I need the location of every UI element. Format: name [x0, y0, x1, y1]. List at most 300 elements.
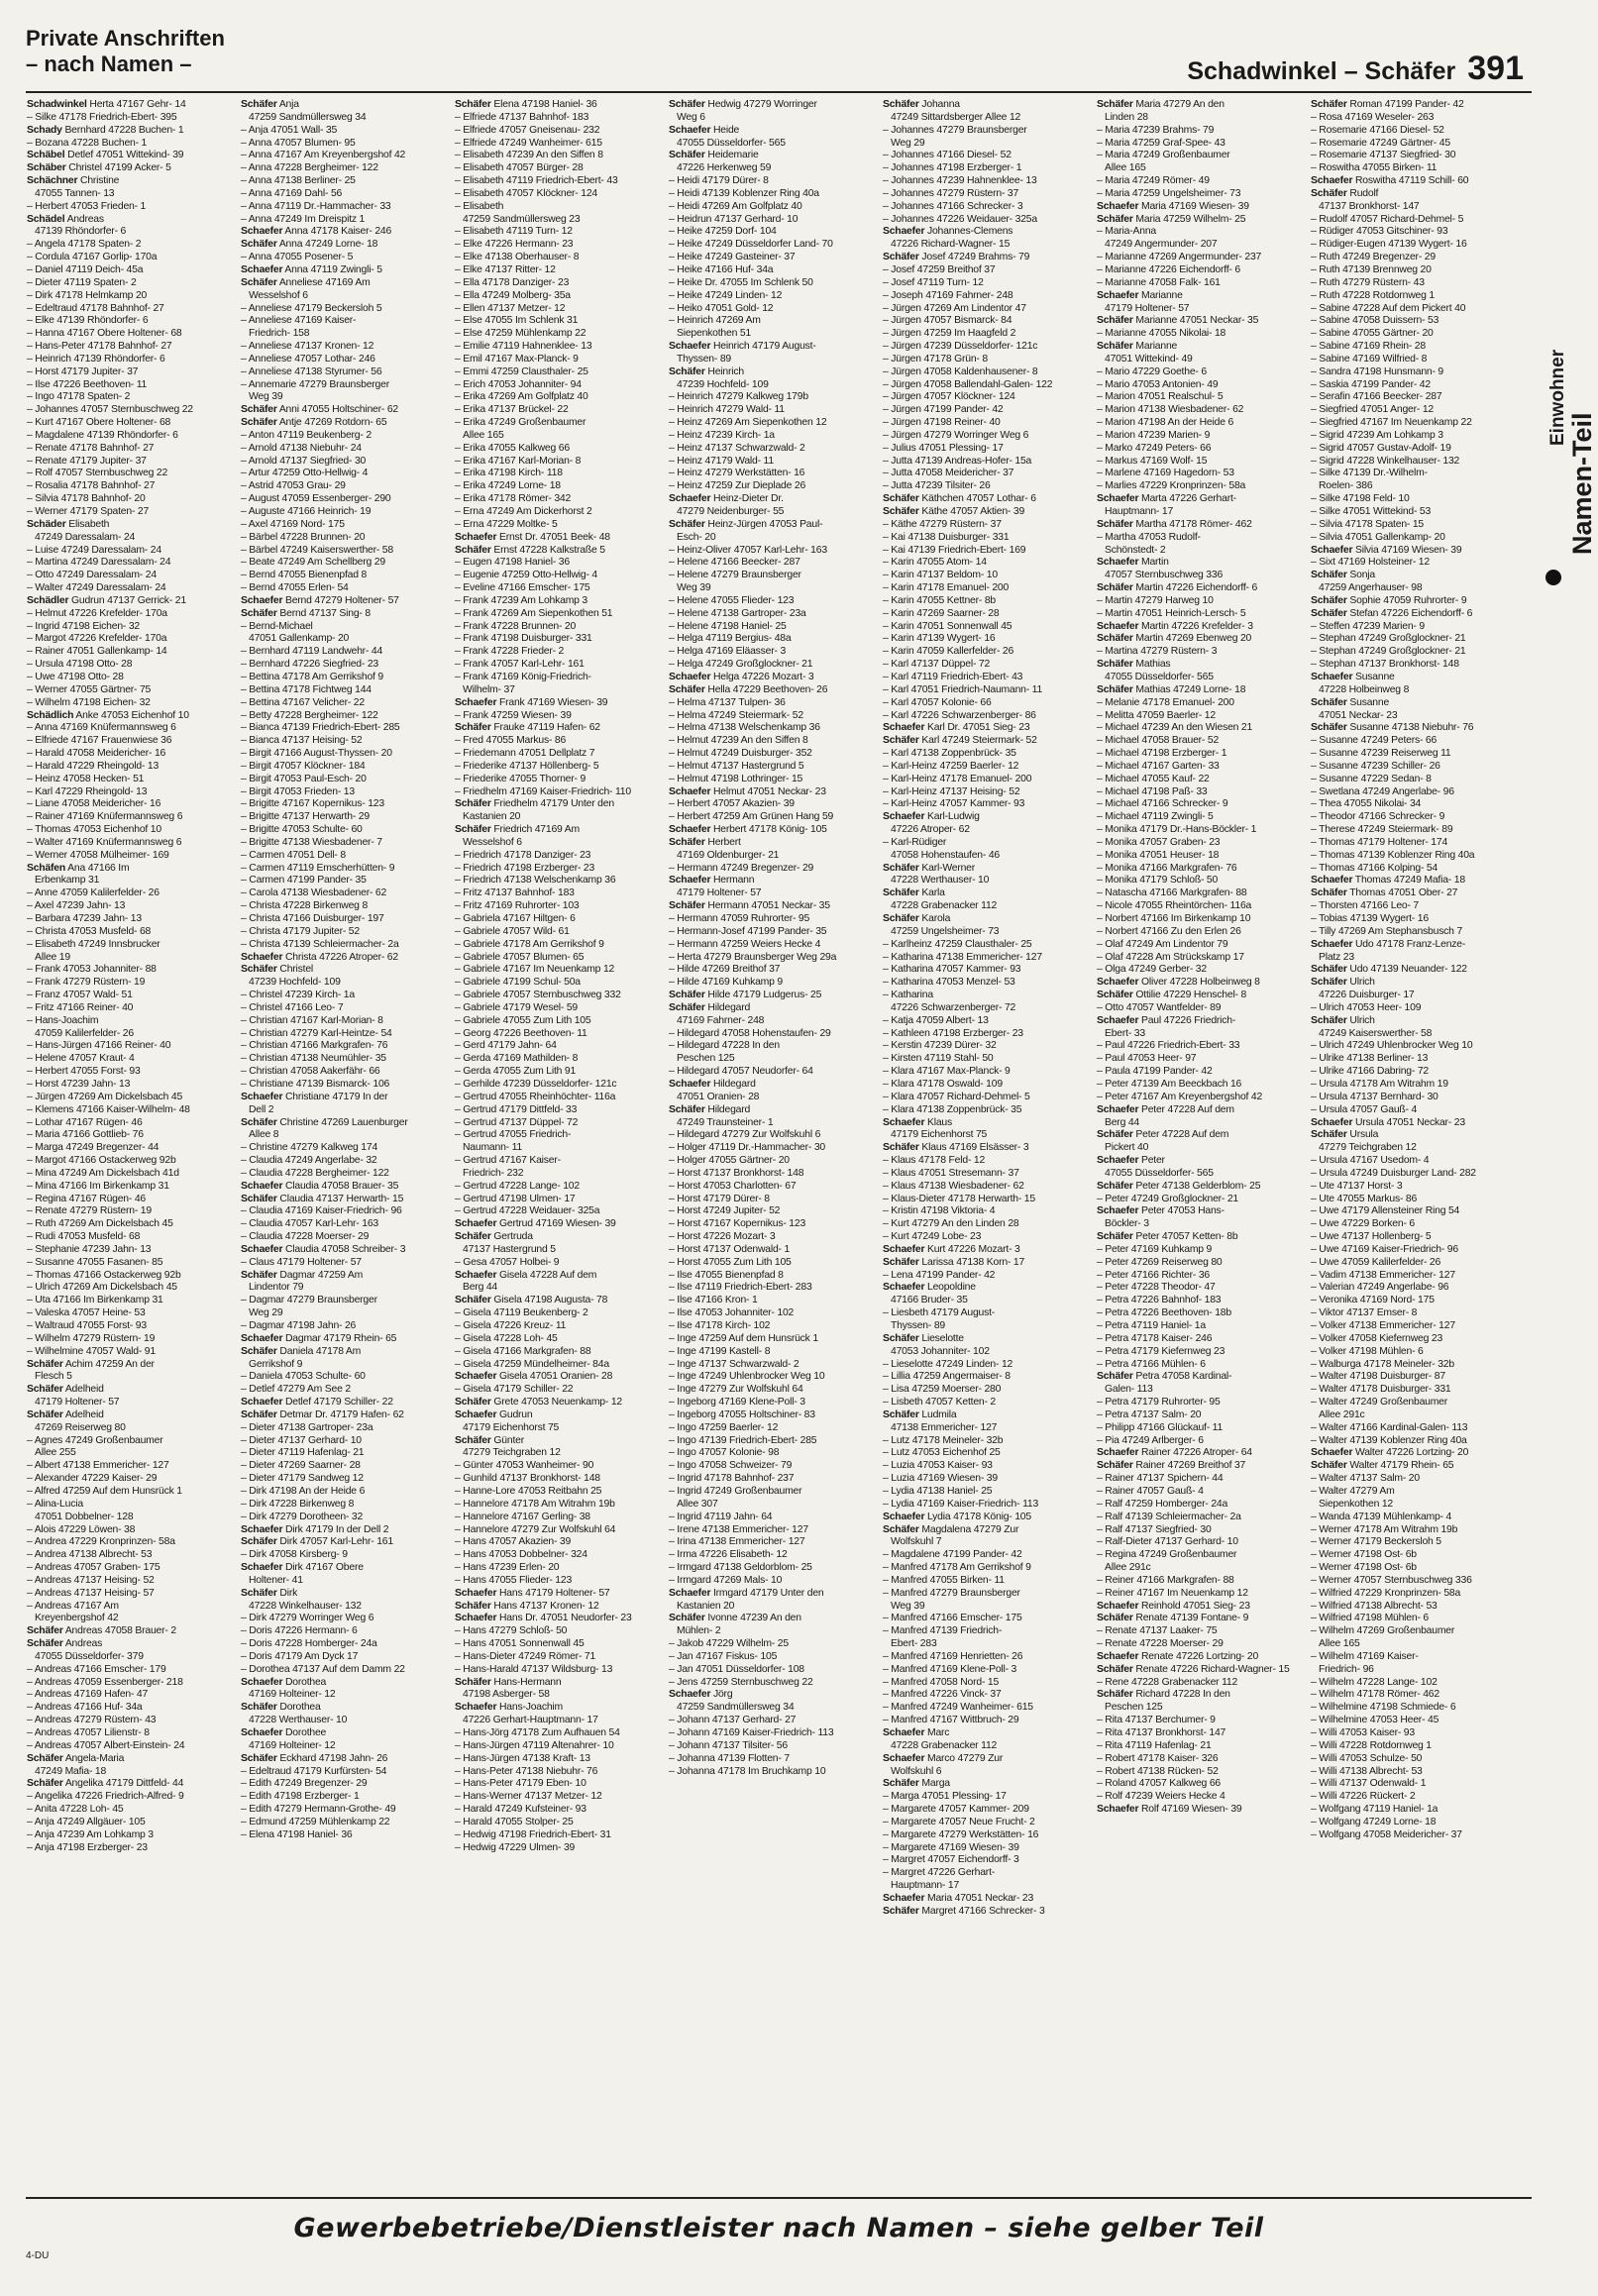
listing-column: [238, 99, 452, 2194]
listing-entry: – Horst 47239 Jahn- 13: [27, 1078, 131, 1090]
listing-entry: Schäfer Antje 47269 Rotdorn- 65: [241, 417, 387, 429]
listing-entry: Peschen 125: [1105, 1702, 1163, 1714]
listing-entry: Mühlen- 2: [677, 1625, 721, 1637]
listing-entry: 47259 Sandmüllersweg 23: [463, 213, 581, 225]
listing-entry: Schäfer Käthchen 47057 Lothar- 6: [883, 493, 1036, 505]
surname: Schaefer: [241, 1562, 283, 1574]
listing-entry: – Waltraud 47055 Forst- 93: [27, 1320, 147, 1331]
listing-entry: – Margarete 47057 Kammer- 209: [883, 1804, 1029, 1816]
surname: Schaefer: [1097, 1600, 1139, 1612]
listing-entry: Schäfer Richard 47228 In den: [1097, 1689, 1230, 1701]
listing-entry: – Klaus 47138 Wiesbadener- 62: [883, 1180, 1024, 1192]
listing-entry: Schaefer Rolf 47169 Wiesen- 39: [1097, 1804, 1242, 1816]
listing-entry: – Monika 47179 Dr.-Hans-Böckler- 1: [1097, 824, 1257, 836]
surname: Schaefer: [455, 696, 497, 708]
surname: Schäfer: [27, 1358, 63, 1370]
listing-entry: – Annemarie 47279 Braunsberger: [241, 378, 389, 390]
listing-entry: – Ingeborg 47169 Klene-Poll- 3: [669, 1397, 805, 1409]
listing-entry: Weg 29: [249, 1307, 283, 1319]
listing-entry: Schäfer Angelika 47179 Dittfeld- 44: [27, 1778, 184, 1790]
listing-entry: Schaefer Dorothee: [241, 1727, 327, 1738]
surname: Schäfer: [1097, 659, 1133, 671]
listing-entry: – Gisela 47119 Beukenberg- 2: [455, 1307, 588, 1319]
listing-entry: Schäfer Heinrich: [669, 365, 744, 377]
listing-entry: Allee 8: [249, 1129, 279, 1141]
listing-entry: – Maria 47249 Großenbaumer: [1097, 150, 1230, 161]
listing-entry: – Jürgen 47269 Am Lindentor 47: [883, 302, 1026, 314]
listing-entry: – Siegfried 47051 Anger- 12: [1311, 404, 1435, 416]
listing-entry: – Anja 47198 Erzberger- 23: [27, 1841, 148, 1853]
listing-entry: Schäfer Anna 47249 Lorne- 18: [241, 239, 378, 251]
listing-entry: 47259 Sandmüllersweg 34: [677, 1702, 795, 1714]
listing-entry: – Margarete 47057 Neue Frucht- 2: [883, 1816, 1035, 1827]
listing-entry: 47228 Winkelhauser- 132: [249, 1600, 362, 1612]
listing-entry: – Walburga 47178 Meineler- 32b: [1311, 1358, 1454, 1370]
listing-entry: – Kurt 47249 Lobe- 23: [883, 1231, 982, 1243]
listing-entry: – Gertrud 47137 Düppel- 72: [455, 1116, 579, 1128]
listing-entry: Friedrich- 232: [463, 1167, 524, 1179]
surname: Schaefer: [1097, 1103, 1139, 1115]
surname: Schäfer: [1097, 1613, 1133, 1624]
surname: Schaefer: [669, 875, 711, 887]
listing-entry: – Christa 47166 Duisburger- 197: [241, 913, 384, 924]
listing-entry: – Dieter 47119 Hafenlag- 21: [241, 1447, 365, 1459]
surname: Schaefer: [1311, 1447, 1353, 1459]
surname: Schäder: [27, 518, 66, 530]
listing-entry: – Reiner 47167 Im Neuenkamp 12: [1097, 1587, 1248, 1599]
listing-entry: – Dirk 47279 Worringer Weg 6: [241, 1613, 374, 1624]
listing-entry: Schaefer Marc: [883, 1727, 950, 1738]
surname: Schaefer: [883, 1511, 925, 1522]
listing-entry: – Else 47259 Mühlenkamp 22: [455, 328, 586, 340]
listing-entry: – Erika 47249 Lorne- 18: [455, 480, 561, 492]
listing-entry: – Kai 47138 Duisburger- 331: [883, 531, 1010, 543]
listing-entry: – Thomas 47139 Koblenzer Ring 40a: [1311, 849, 1475, 861]
listing-entry: – Renate 47228 Moerser- 29: [1097, 1638, 1224, 1650]
listing-entry: – Gisela 47226 Kreuz- 11: [455, 1320, 567, 1331]
listing-entry: Schaefer Marianne: [1097, 289, 1183, 301]
listing-entry: Schäfer Stefan 47226 Eichendorff- 6: [1311, 607, 1473, 619]
listing-entry: – Rita 47137 Berchumer- 9: [1097, 1715, 1216, 1726]
listing-entry: – Claudia 47228 Moerser- 29: [241, 1231, 370, 1243]
listing-entry: – Sigrid 47057 Gustav-Adolf- 19: [1311, 442, 1451, 454]
listing-entry: – Andrea 47138 Albrecht- 53: [27, 1549, 153, 1561]
surname: Schäfer: [455, 1231, 491, 1243]
listing-entry: – Gerd 47179 Jahn- 64: [455, 1040, 557, 1052]
listing-entry: – Rene 47228 Grabenacker 112: [1097, 1676, 1238, 1688]
listing-entry: – Heinz-Oliver 47057 Karl-Lehr- 163: [669, 544, 827, 556]
listing-entry: – Manfred 47139 Friedrich-: [883, 1625, 1003, 1637]
listing-entry: – Renate 47279 Rüstern- 19: [27, 1205, 152, 1217]
listing-entry: Berg 44: [463, 1282, 497, 1294]
surname: Schäfer: [883, 913, 919, 924]
listing-entry: – Heinrich 47139 Rhöndorfer- 6: [27, 353, 165, 365]
listing-entry: – Horst 47137 Bronkhorst- 148: [669, 1167, 804, 1179]
listing-entry: – Hermann 47059 Ruhrorter- 95: [669, 913, 810, 924]
listing-entry: – Heike 47249 Düsseldorfer Land- 70: [669, 239, 833, 251]
listing-entry: – Veronika 47169 Nord- 175: [1311, 1295, 1435, 1306]
surname: Schaefer: [1097, 1014, 1139, 1026]
listing-entry: Schäfen Ana 47166 Im: [27, 862, 130, 874]
listing-entry: Schaefer Walter 47226 Lortzing- 20: [1311, 1447, 1469, 1459]
listing-entry: – Bianca 47139 Friedrich-Ebert- 285: [241, 722, 400, 734]
listing-entry: – Sigrid 47239 Am Lohkamp 3: [1311, 429, 1443, 441]
listing-entry: – Harald 47058 Meidericher- 16: [27, 748, 166, 760]
listing-entry: – Michael 47198 Paß- 33: [1097, 785, 1208, 797]
listing-entry: – Else 47055 Im Schlenk 31: [455, 315, 579, 327]
listing-entry: – Reiner 47166 Markgrafen- 88: [1097, 1574, 1234, 1586]
listing-entry: – Detlef 47279 Am See 2: [241, 1384, 351, 1396]
surname: Schäfer: [1097, 213, 1133, 225]
surname: Schäfer: [455, 1397, 491, 1409]
listing-entry: – Arnold 47138 Niebuhr- 24: [241, 442, 362, 454]
listing-entry: – Ursula 47198 Otto- 28: [27, 659, 133, 671]
listing-entry: Allee 291c: [1319, 1409, 1365, 1420]
listing-entry: – Pia 47249 Arlberger- 6: [1097, 1434, 1204, 1446]
listing-entry: – Claudia 47249 Angerlabe- 32: [241, 1155, 377, 1167]
listing-entry: Schäfer Johanna: [883, 99, 960, 110]
listing-entry: – Helmut 47226 Krefelder- 170a: [27, 607, 167, 619]
listing-entry: – Herta 47279 Braunsberger Weg 29a: [669, 951, 837, 963]
listing-entry: – Maria 47239 Brahms- 79: [1097, 124, 1215, 136]
surname: Schaefer: [1311, 671, 1353, 682]
listing-entry: – Olaf 47228 Am Strückskamp 17: [1097, 951, 1244, 963]
listing-entry: – Karl-Heinz 47178 Emanuel- 200: [883, 773, 1032, 784]
surname: Schaefer: [1097, 1205, 1139, 1217]
listing-entry: – Manfred 47058 Nord- 15: [883, 1676, 1000, 1688]
listing-entry: – Inge 47259 Auf dem Hunsrück 1: [669, 1332, 818, 1344]
surname: Schaefer: [669, 1078, 711, 1090]
listing-entry: – Hans-Peter 47178 Bahnhof- 27: [27, 341, 172, 353]
listing-entry: Schäfer Ulrich: [1311, 1014, 1375, 1026]
listing-entry: – Hans-Jürgen 47166 Reiner- 40: [27, 1040, 171, 1052]
listing-entry: – Gertrud 47055 Friedrich-: [455, 1129, 572, 1141]
listing-entry: – Dagmar 47198 Jahn- 26: [241, 1320, 357, 1331]
listing-entry: Kastanien 20: [677, 1600, 735, 1612]
listing-entry: – Christa 47228 Birkenweg 8: [241, 900, 369, 912]
listing-entry: – Werner 47198 Ost- 6b: [1311, 1549, 1417, 1561]
surname: Schäfer: [241, 404, 277, 416]
listing-entry: Schaefer Johannes-Clemens: [883, 226, 1013, 238]
listing-entry: – Doris 47179 Am Dyck 17: [241, 1650, 359, 1662]
listing-entry: Schaefer Martin 47226 Krefelder- 3: [1097, 620, 1253, 632]
listing-entry: – Marion 47138 Wiesbadener- 62: [1097, 404, 1244, 416]
listing-entry: – Jakob 47229 Wilhelm- 25: [669, 1638, 789, 1650]
listing-entry: – Marianne 47226 Eichendorff- 6: [1097, 263, 1240, 275]
listing-entry: – Margret 47226 Gerhart-: [883, 1867, 996, 1879]
listing-entry: – Walter 47198 Duisburger- 87: [1311, 1371, 1445, 1383]
listing-entry: – Hans-Jürgen 47119 Altenahrer- 10: [455, 1739, 614, 1751]
surname: Schäfer: [241, 1193, 277, 1204]
listing-entry: – Frank 47053 Johanniter- 88: [27, 964, 157, 976]
listing-entry: Schäfer Hilde 47179 Ludgerus- 25: [669, 990, 822, 1001]
listing-entry: – Peter 47167 Am Kreyenbergshof 42: [1097, 1091, 1263, 1102]
surname: Schaefer: [1097, 620, 1139, 632]
listing-entry: – Friedemann 47051 Dellplatz 7: [455, 748, 595, 760]
listing-entry: – Margot 47226 Krefelder- 170a: [27, 633, 167, 645]
listing-entry: – Dirk 47058 Kirsberg- 9: [241, 1549, 348, 1561]
listing-entry: – Karin 47139 Wygert- 16: [883, 633, 996, 645]
listing-entry: 47053 Johanniter- 102: [891, 1345, 990, 1357]
listing-entry: – Hedwig 47229 Ulmen- 39: [455, 1841, 576, 1853]
listing-entry: – Uwe 47169 Kaiser-Friedrich- 96: [1311, 1243, 1458, 1255]
listing-entry: 47055 Düsseldorfer- 565: [677, 137, 786, 149]
listing-entry: 47179 Eichenhorst 75: [891, 1129, 988, 1141]
listing-entry: – Hans-Jörg 47178 Zum Aufhauen 54: [455, 1727, 620, 1738]
listing-entry: – Paul 47053 Heer- 97: [1097, 1053, 1197, 1065]
listing-entry: – Lutz 47053 Eichenhof 25: [883, 1447, 1001, 1459]
listing-entry: – Regina 47167 Rügen- 46: [27, 1193, 146, 1204]
listing-entry: Wolfskuhl 7: [891, 1536, 942, 1548]
listing-entry: – Werner 47198 Ost- 6b: [1311, 1562, 1417, 1574]
listing-entry: – Jürgen 47178 Grün- 8: [883, 353, 988, 365]
listing-entry: – Friedrich 47178 Danziger- 23: [455, 849, 591, 861]
listing-entry: Schäfer Gertruda: [455, 1231, 533, 1243]
listing-entry: Schäfer Lieselotte: [883, 1332, 964, 1344]
surname: Schäfer: [241, 964, 277, 976]
listing-entry: – Petra 47226 Beethoven- 18b: [1097, 1307, 1231, 1319]
listing-entry: – Petra 47226 Bahnhof- 183: [1097, 1295, 1222, 1306]
listing-entry: – Viktor 47137 Emser- 8: [1311, 1307, 1418, 1319]
surname: Schächner: [27, 175, 78, 187]
listing-entry: Schaefer Dirk 47167 Obere: [241, 1562, 364, 1574]
listing-entry: – Hans 47239 Erlen- 20: [455, 1562, 560, 1574]
listing-entry: Ebert- 283: [891, 1638, 937, 1650]
listing-entry: – Saskia 47199 Pander- 42: [1311, 378, 1431, 390]
listing-entry: – Margarete 47279 Werkstätten- 16: [883, 1828, 1039, 1840]
listing-entry: Schädel Andreas: [27, 213, 104, 225]
listing-entry: – Otto 47249 Daressalam- 24: [27, 570, 157, 581]
listing-entry: – Magdalene 47199 Pander- 42: [883, 1549, 1022, 1561]
listing-entry: – Hedwig 47198 Friedrich-Ebert- 31: [455, 1828, 611, 1840]
listing-entry: Schäbel Detlef 47051 Wittekind- 39: [27, 150, 184, 161]
listing-entry: – Andreas 47167 Am: [27, 1600, 119, 1612]
surname: Schäfer: [1097, 990, 1133, 1001]
surname: Schaefer: [883, 226, 925, 238]
surname: Schaefer: [1311, 875, 1353, 887]
listing-entry: – Jutta 47139 Andreas-Hofer- 15a: [883, 455, 1032, 467]
listing-entry: Schäfer Peter 47228 Auf dem: [1097, 1129, 1229, 1141]
listing-entry: – Herbert 47259 Am Grünen Hang 59: [669, 811, 834, 823]
listing-entry: Schäfer Renate 47139 Fontane- 9: [1097, 1613, 1249, 1624]
listing-entry: – Stephan 47249 Großglockner- 21: [1311, 646, 1466, 658]
listing-entry: – Sixt 47169 Holsteiner- 12: [1311, 557, 1430, 569]
listing-entry: – Martin 47051 Heinrich-Lersch- 5: [1097, 607, 1246, 619]
listing-entry: – Heike 47259 Dorf- 104: [669, 226, 777, 238]
surname: Schäfer: [1097, 99, 1133, 110]
listing-entry: 47249 Sittardsberger Allee 12: [891, 111, 1021, 123]
listing-entry: – Wilhelm 47198 Eichen- 32: [27, 696, 151, 708]
listing-entry: – Walter 47166 Kardinal-Galen- 113: [1311, 1421, 1468, 1433]
listing-entry: – Werner 47179 Beckersloh 5: [1311, 1536, 1441, 1548]
listing-entry: – Gertrud 47228 Weidauer- 325a: [455, 1205, 600, 1217]
surname: Schäfer: [27, 1409, 63, 1420]
listing-entry: – Anneliese 47057 Lothar- 246: [241, 353, 375, 365]
listing-entry: – Robert 47138 Rücken- 52: [1097, 1765, 1219, 1777]
listing-entry: – Luzia 47169 Wiesen- 39: [883, 1473, 998, 1485]
listing-entry: – Olaf 47249 Am Lindentor 79: [1097, 938, 1228, 950]
listing-entry: Schäfer Friedrich 47169 Am: [455, 824, 580, 836]
surname: Schäfer: [1311, 1129, 1347, 1141]
listing-entry: – Valeska 47057 Heine- 53: [27, 1307, 146, 1319]
section-heading-line1: Private Anschriften: [26, 26, 225, 51]
listing-entry: – Helene 47279 Braunsberger: [669, 570, 801, 581]
listing-entry: – Hans-Peter 47179 Eben- 10: [455, 1778, 586, 1790]
listing-entry: – Christian 47166 Markgrafen- 76: [241, 1040, 388, 1052]
listing-entry: – Rainer 47169 Knüfermannsweg 6: [27, 811, 183, 823]
listing-entry: Schäfer Grete 47053 Neuenkamp- 12: [455, 1397, 622, 1409]
listing-entry: – Manfred 47226 Vinck- 37: [883, 1689, 1002, 1701]
listing-entry: – Karl 47137 Düppel- 72: [883, 659, 991, 671]
listing-entry: – Marlene 47169 Hagedorn- 53: [1097, 468, 1234, 479]
listing-entry: – Daniel 47119 Deich- 45a: [27, 263, 144, 275]
listing-entry: Schäfer Hildegard: [669, 1001, 751, 1013]
listing-entry: – Harald 47249 Kufsteiner- 93: [455, 1804, 586, 1816]
listing-entry: Schaefer Renate 47226 Lortzing- 20: [1097, 1650, 1259, 1662]
surname: Schaefer: [455, 1218, 497, 1230]
listing-entry: – Karl-Heinz 47259 Baerler- 12: [883, 760, 1019, 772]
listing-entry: Hauptmann- 17: [1105, 506, 1174, 517]
listing-entry: – Dieter 47119 Spaten- 2: [27, 276, 137, 288]
listing-entry: 47228 Grabenacker 112: [891, 1739, 998, 1751]
listing-entry: Wesselshof 6: [249, 289, 308, 301]
surname: Schaefer: [1097, 1650, 1139, 1662]
listing-entry: – Claudia 47169 Kaiser-Friedrich- 96: [241, 1205, 402, 1217]
listing-entry: Schädlich Anke 47053 Eichenhof 10: [27, 709, 189, 721]
listing-entry: – Christian 47279 Karl-Heintze- 54: [241, 1027, 392, 1039]
listing-entry: – Frank 47239 Am Lohkamp 3: [455, 594, 588, 606]
listing-entry: – Ute 47137 Horst- 3: [1311, 1180, 1403, 1192]
listing-entry: Schaefer Hans-Joachim: [455, 1702, 563, 1714]
listing-entry: – Susanne 47249 Peters- 66: [1311, 735, 1438, 747]
listing-entry: Esch- 20: [677, 531, 716, 543]
listing-entry: 47249 Angermunder- 207: [1105, 239, 1218, 251]
listing-entry: – Silvia 47178 Bahnhof- 20: [27, 493, 146, 505]
listing-entry: – Willi 47137 Odenwald- 1: [1311, 1778, 1427, 1790]
surname: Schaefer: [241, 1727, 283, 1738]
surname: Schäfer: [27, 1752, 63, 1764]
listing-entry: – Hans 47051 Sonnenwall 45: [455, 1638, 585, 1650]
listing-entry: – Friederike 47055 Thorner- 9: [455, 773, 586, 784]
surname: Schäfer: [27, 1384, 63, 1396]
listing-entry: Schaefer Ernst Dr. 47051 Beek- 48: [455, 531, 610, 543]
listing-entry: Schäfer Marianne 47051 Neckar- 35: [1097, 315, 1259, 327]
listing-entry: – Ingrid 47249 Großenbaumer: [669, 1485, 802, 1497]
listing-entry: – Wilhelmine 47053 Heer- 45: [1311, 1715, 1439, 1726]
listing-entry: – Ingrid 47178 Bahnhof- 237: [669, 1473, 795, 1485]
listing-entry: Schaefer Helga 47226 Mozart- 3: [669, 671, 814, 682]
listing-entry: – Betty 47228 Bergheimer- 122: [241, 709, 378, 721]
listing-entry: – Tobias 47139 Wygert- 16: [1311, 913, 1429, 924]
listing-entry: – Angela 47178 Spaten- 2: [27, 239, 142, 251]
surname: Schäfer: [883, 1778, 919, 1790]
listing-entry: – Elena 47198 Haniel- 36: [241, 1828, 353, 1840]
listing-entry: – Karin 47137 Beldom- 10: [883, 570, 998, 581]
listing-entry: – Karl-Rüdiger: [883, 836, 947, 848]
listing-entry: – Edeltraud 47179 Kurfürsten- 54: [241, 1765, 387, 1777]
listing-entry: – Helmut 47239 An den Siffen 8: [669, 735, 808, 747]
listing-entry: – Klara 47138 Zoppenbrück- 35: [883, 1103, 1022, 1115]
listing-entry: Dell 2: [249, 1103, 274, 1115]
listing-entry: Schäfer Sonja: [1311, 570, 1375, 581]
listing-entry: – Hanne-Lore 47053 Reitbahn 25: [455, 1485, 602, 1497]
listing-entry: – Sabine 47228 Auf dem Pickert 40: [1311, 302, 1466, 314]
listing-entry: – Anna 47167 Am Kreyenbergshof 42: [241, 150, 406, 161]
listing-entry: – Horst 47249 Jupiter- 52: [669, 1205, 781, 1217]
listing-entry: – Renate 47178 Bahnhof- 27: [27, 442, 155, 454]
surname: Schäfer: [27, 1625, 63, 1637]
listing-entry: – Helma 47138 Welschenkamp 36: [669, 722, 820, 734]
listing-entry: – Stephanie 47239 Jahn- 13: [27, 1243, 152, 1255]
listing-entry: – Therese 47249 Steiermark- 89: [1311, 824, 1453, 836]
listing-entry: Schäfer Detmar Dr. 47179 Hafen- 62: [241, 1409, 404, 1420]
listing-entry: – Jan 47051 Düsseldorfer- 108: [669, 1663, 804, 1675]
listing-entry: – Hans 47279 Schloß- 50: [455, 1625, 568, 1637]
listing-entry: Schäfer Larissa 47138 Korn- 17: [883, 1256, 1025, 1268]
listing-entry: Erbenkamp 31: [35, 875, 100, 887]
listing-entry: – Bärbel 47228 Brunnen- 20: [241, 531, 366, 543]
listing-entry: – Liane 47058 Meidericher- 16: [27, 798, 161, 810]
listing-entry: Schäfer Claudia 47137 Herwarth- 15: [241, 1193, 404, 1204]
listing-entry: – Barbara 47239 Jahn- 13: [27, 913, 142, 924]
listing-entry: – Manfred 47167 Wittbruch- 29: [883, 1715, 1019, 1726]
listing-entry: – Heike 47249 Linden- 12: [669, 289, 783, 301]
listing-entry: – Silke 47051 Wittekind- 53: [1311, 506, 1432, 517]
surname: Schäfer: [241, 276, 277, 288]
listing-entry: – Luise 47249 Daressalam- 24: [27, 544, 161, 556]
surname: Schäfer: [1097, 1460, 1133, 1472]
listing-entry: Schäfer Friedhelm 47179 Unter den: [455, 798, 614, 810]
listing-entry: 47259 Ungelsheimer- 73: [891, 925, 1000, 937]
listing-entry: Schaefer Helmut 47051 Neckar- 23: [669, 785, 826, 797]
surname: Schäfer: [241, 1409, 277, 1420]
listing-entry: – Manfred 47169 Henrietten- 26: [883, 1650, 1023, 1662]
listing-entry: Schäfer Thomas 47051 Ober- 27: [1311, 887, 1458, 899]
listing-entry: Linden 28: [1105, 111, 1148, 123]
listing-entry: – Bettina 47178 Fichtweg 144: [241, 683, 372, 695]
listing-entry: – Rudi 47053 Musfeld- 68: [27, 1231, 141, 1243]
listing-entry: – Ursula 47057 Gauß- 4: [1311, 1103, 1418, 1115]
listing-entry: Schäfer Andreas: [27, 1638, 103, 1650]
listing-entry: – Brigitte 47053 Schulte- 60: [241, 824, 363, 836]
listing-entry: – Birgit 47053 Frieden- 13: [241, 785, 355, 797]
listing-entry: – Ursula 47178 Am Witrahm 19: [1311, 1078, 1448, 1090]
listing-entry: – Horst 47226 Mozart- 3: [669, 1231, 776, 1243]
listing-entry: – Ulrich 47269 Am Dickelsbach 45: [27, 1282, 177, 1294]
listing-entry: – Anna 47169 Dahl- 56: [241, 187, 343, 199]
side-tab-label-small: Einwohner: [1547, 349, 1568, 446]
listing-entry: Weg 29: [891, 137, 925, 149]
listing-entry: – Rosalia 47178 Bahnhof- 27: [27, 480, 156, 492]
listing-entry: – Hildegard 47057 Neudorfer- 64: [669, 1066, 813, 1078]
listing-entry: Schäfer Ursula: [1311, 1129, 1379, 1141]
surname: Schäfer: [669, 836, 705, 848]
surname: Schäfer: [1097, 1129, 1133, 1141]
listing-entry: – Helmut 47198 Lothringer- 15: [669, 773, 803, 784]
listing-entry: – Anna 47119 Dr.-Hammacher- 33: [241, 200, 391, 212]
listing-entry: 47051 Wittekind- 49: [1105, 353, 1193, 365]
listing-entry: Schäfer Rainer 47269 Breithof 37: [1097, 1460, 1246, 1472]
listing-entry: – Ingeborg 47055 Holtschiner- 83: [669, 1409, 815, 1420]
listing-entry: – Maria 47259 Graf-Spee- 43: [1097, 137, 1225, 149]
surname: Schäfer: [883, 1256, 919, 1268]
listing-entry: – Rosemarie 47137 Siegfried- 30: [1311, 150, 1456, 161]
listing-entry: 47051 Neckar- 23: [1319, 709, 1398, 721]
listing-entry: Schäfer Adelheid: [27, 1384, 104, 1396]
listing-entry: – Manfred 47166 Emscher- 175: [883, 1613, 1022, 1624]
listing-entry: – Lisa 47259 Moerser- 280: [883, 1384, 1002, 1396]
listing-entry: – Gunhild 47137 Bronkhorst- 148: [455, 1473, 600, 1485]
